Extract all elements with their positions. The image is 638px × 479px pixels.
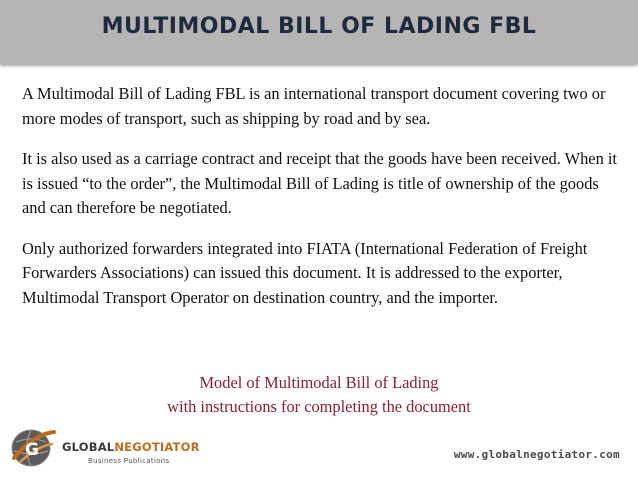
paragraph-fiata: Only authorized forwarders integrated into FIATA (International Federation of Freight Forwarders Associations) can issued this document. It is addressed to the exporter, Multimodal Transport Operator on destination country, and the importer. xyxy=(22,238,588,307)
brand-name xyxy=(62,440,200,454)
instructions-link[interactable]: with instructions for completing the document xyxy=(167,397,471,416)
paragraph-carriage-contract: It is also used as a carriage contract and receipt that the goods have been received. When it is issued “to the order”, the Multimodal Bill of Lading is title of ownership of the goods and can therefore be negotiated. xyxy=(22,149,617,217)
brand-subtitle: Business Publications xyxy=(88,457,170,465)
website-url[interactable]: www.globalnegotiator.com xyxy=(453,448,620,461)
svg-text:G: G xyxy=(25,440,39,460)
title-banner xyxy=(0,0,638,64)
globalnegotiator-logo xyxy=(8,424,200,470)
document-links xyxy=(0,371,638,419)
page-title: MULTIMODAL BILL OF LADING FBL xyxy=(101,14,537,39)
model-link[interactable]: Model of Multimodal Bill of Lading xyxy=(199,373,439,392)
paragraph-definition: A Multimodal Bill of Lading FBL is an international transport document covering two or more modes of transport, such as shipping by road and by sea. xyxy=(22,84,606,128)
globe-logo-icon xyxy=(8,424,58,470)
brand-name-part2: NEGOTIATOR xyxy=(114,440,200,454)
brand-name-part1: GLOBAL xyxy=(62,440,115,454)
body-text xyxy=(22,82,622,326)
